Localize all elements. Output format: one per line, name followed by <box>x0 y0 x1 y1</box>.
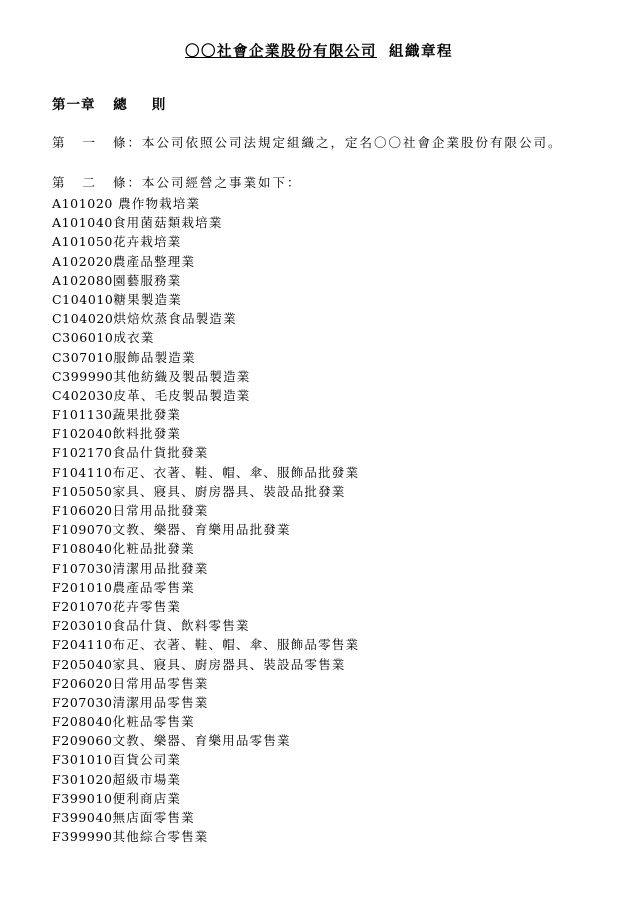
business-item-code: F101130 <box>52 407 113 423</box>
business-item-name: 花卉零售業 <box>112 598 182 614</box>
article-label-suffix: 條： <box>113 175 143 190</box>
business-item-name: 百貨公司業 <box>112 752 182 768</box>
business-item-code: F205040 <box>52 656 113 672</box>
business-item-code: F204110 <box>52 637 113 653</box>
business-item-name: 食品什貨批發業 <box>112 445 209 461</box>
business-item-code: F102040 <box>52 426 113 442</box>
business-item <box>52 827 359 846</box>
article-label <box>52 133 142 151</box>
document-type: 組織章程 <box>389 43 453 60</box>
business-item-name: 布疋、衣著、鞋、帽、傘、服飾品零售業 <box>112 637 360 653</box>
business-item-code: C402030 <box>52 387 114 403</box>
company-name: 〇〇社會企業股份有限公司 <box>185 43 377 60</box>
business-item <box>52 443 359 462</box>
business-item <box>52 616 359 635</box>
chapter-number: 第一章 <box>52 97 96 113</box>
article-label-prefix: 第 <box>52 175 67 190</box>
business-item <box>52 808 359 827</box>
business-item-name: 成衣業 <box>113 330 155 346</box>
business-item <box>52 252 359 271</box>
business-item-name: 花卉栽培業 <box>112 234 182 250</box>
business-item-name: 服飾品製造業 <box>113 349 196 365</box>
business-item-code: F107030 <box>52 560 113 576</box>
business-item-code: A101040 <box>52 215 113 231</box>
business-item <box>52 386 359 405</box>
article-1 <box>52 133 563 151</box>
business-item-name: 其他紡織及製品製造業 <box>113 368 251 384</box>
business-item-name: 清潔用品零售業 <box>112 694 209 710</box>
chapter-name-char: 總 <box>113 97 128 113</box>
business-item-code: A102020 <box>52 253 113 269</box>
business-item <box>52 424 359 443</box>
business-item-name: 農產品整理業 <box>112 253 196 269</box>
business-item-code: F301020 <box>52 771 113 787</box>
business-item-code: F399990 <box>52 829 113 845</box>
business-item-code: F106020 <box>52 503 113 518</box>
business-items-list <box>52 194 359 846</box>
business-item <box>52 789 359 808</box>
business-item-name: 家具、寢具、廚房器具、裝設品零售業 <box>112 656 346 672</box>
business-item <box>52 405 359 424</box>
business-item <box>52 712 359 731</box>
business-item-code: A102080 <box>52 272 113 288</box>
business-item-name: 超級市場業 <box>112 771 182 787</box>
business-item <box>52 309 359 328</box>
business-item-code: C104010 <box>52 291 114 307</box>
business-item-name: 農作物栽培業 <box>112 196 201 211</box>
business-item-name: 園藝服務業 <box>112 272 182 288</box>
business-item-name: 日常用品零售業 <box>112 675 209 691</box>
business-item <box>52 578 359 597</box>
business-item <box>52 731 359 750</box>
business-item-code: F105050 <box>52 483 113 499</box>
business-item-code: F208040 <box>52 714 113 730</box>
business-item-code: F203010 <box>52 618 113 634</box>
business-item-code: F399040 <box>52 810 113 825</box>
business-item-name: 化粧品批發業 <box>112 541 195 557</box>
article-2 <box>52 173 302 191</box>
business-item-code: F207030 <box>52 694 113 710</box>
business-item-name: 糖果製造業 <box>113 291 182 307</box>
business-item <box>52 520 359 539</box>
business-item <box>52 501 359 520</box>
business-item-code: F108040 <box>52 541 113 557</box>
business-item <box>52 213 359 232</box>
business-item-name: 食用菌菇類栽培業 <box>112 215 223 231</box>
article-label <box>52 173 142 191</box>
business-item <box>52 770 359 789</box>
article-text: 本公司經營之事業如下： <box>142 175 302 190</box>
business-item <box>52 674 359 693</box>
business-item <box>52 655 359 674</box>
business-item <box>52 271 359 290</box>
business-item <box>52 539 359 558</box>
article-label-number: 一 <box>82 135 98 150</box>
business-item-code: A101020 <box>52 196 113 211</box>
business-item-code: C306010 <box>52 330 114 346</box>
business-item <box>52 693 359 712</box>
business-item-code: F209060 <box>52 733 113 749</box>
article-label-suffix: 條： <box>113 135 143 150</box>
article-text: 本公司依照公司法規定組織之，定名〇〇社會企業股份有限公司。 <box>142 135 563 150</box>
business-item-name: 清潔用品批發業 <box>112 560 209 576</box>
business-item <box>52 194 359 213</box>
chapter-heading <box>52 93 166 113</box>
article-label-prefix: 第 <box>52 135 67 150</box>
business-item-code: F102170 <box>52 445 113 461</box>
business-item-name: 烘焙炊蒸食品製造業 <box>113 311 237 327</box>
business-item-name: 飲料批發業 <box>112 426 182 442</box>
business-item <box>52 635 359 654</box>
chapter-name <box>113 93 166 113</box>
business-item <box>52 482 359 501</box>
business-item-name: 食品什貨、飲料零售業 <box>112 618 250 634</box>
business-item <box>52 597 359 616</box>
business-item-code: A101050 <box>52 234 113 250</box>
business-item <box>52 463 359 482</box>
business-item <box>52 750 359 769</box>
business-item-code: C104020 <box>52 311 114 327</box>
business-item-name: 化粧品零售業 <box>112 714 195 730</box>
business-item-code: F201070 <box>52 598 113 614</box>
business-item-name: 皮革、毛皮製品製造業 <box>113 387 251 403</box>
business-item-name: 便利商店業 <box>112 790 182 806</box>
business-item-code: F399010 <box>52 790 113 806</box>
business-item-name: 文教、樂器、育樂用品批發業 <box>112 522 291 538</box>
article-label-number: 二 <box>82 175 98 190</box>
business-item-code: F104110 <box>52 464 113 480</box>
business-item-code: C307010 <box>52 349 114 365</box>
business-item-code: F109070 <box>52 522 113 538</box>
business-item-name: 蔬果批發業 <box>112 407 182 423</box>
business-item <box>52 367 359 386</box>
business-item-code: F201010 <box>52 579 113 595</box>
chapter-name-char: 則 <box>151 97 167 113</box>
business-item-name: 布疋、衣著、鞋、帽、傘、服飾品批發業 <box>112 464 360 480</box>
business-item <box>52 328 359 347</box>
business-item-code: C399990 <box>52 368 114 384</box>
business-item-name: 其他綜合零售業 <box>112 829 209 845</box>
business-item-name: 家具、寢具、廚房器具、裝設品批發業 <box>112 483 346 499</box>
business-item <box>52 559 359 578</box>
business-item <box>52 348 359 367</box>
business-item-code: F301010 <box>52 752 113 768</box>
business-item-name: 農產品零售業 <box>112 579 195 595</box>
business-item <box>52 290 359 309</box>
business-item <box>52 232 359 251</box>
business-item-name: 文教、樂器、育樂用品零售業 <box>112 733 291 749</box>
business-item-name: 無店面零售業 <box>112 810 195 825</box>
document-title <box>0 40 638 61</box>
business-item-code: F206020 <box>52 675 113 691</box>
business-item-name: 日常用品批發業 <box>112 503 209 518</box>
